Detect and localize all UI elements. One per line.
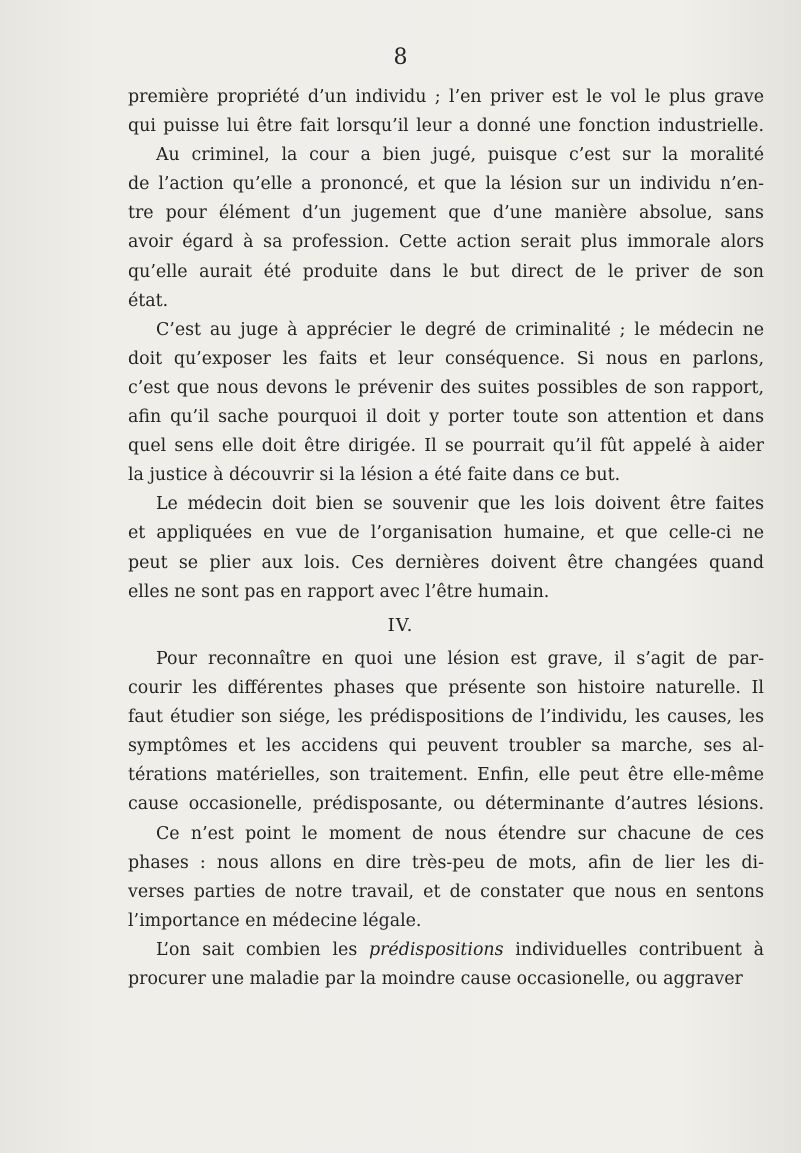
text-line: symptômes et les accidens qui peuvent troubler sa marche, ses al- [128, 736, 764, 757]
text-line: elles ne sont pas en rapport avec l’être humain. [128, 581, 550, 602]
page-number: 8 [393, 45, 408, 70]
text-line: avoir égard à sa profession. Cette action serait plus immorale alors [128, 232, 764, 253]
text-line: et appliquées en vue de l’organisation humaine, et que celle-ci ne [128, 523, 764, 544]
text-line: térations matérielles, son traitement. Enfin, elle peut être elle-même [128, 765, 764, 786]
text-line: Le médecin doit bien se souvenir que les lois doivent être faites [156, 494, 764, 515]
text-line: qui puisse lui être fait lorsqu’il leur a donné une fonction industrielle. [128, 116, 764, 137]
text-line: tre pour élément d’un jugement que d’une manière absolue, sans [128, 203, 764, 224]
text-line: C’est au juge à apprécier le degré de criminalité ; le médecin ne [156, 319, 764, 340]
text-line: afin qu’il sache pourquoi il doit y porter toute son attention et dans [128, 407, 764, 428]
text-line: courir les différentes phases que présente son histoire naturelle. Il [128, 678, 764, 699]
text-line: Pour reconnaître en quoi une lésion est grave, il s’agit de par- [156, 649, 764, 669]
text-line: la justice à découvrir si la lésion a été faite dans ce but. [128, 465, 621, 486]
text-fragment: individuelles contribuent à [503, 939, 764, 960]
text-line-emphasis [128, 936, 764, 965]
text-line: quel sens elle doit être dirigée. Il se pourrait qu’il fût appelé à aider [128, 436, 764, 457]
text-line: phases : nous allons en dire très-peu de mots, afin de lier les di- [128, 852, 764, 873]
text-line: cause occasionelle, prédisposante, ou déterminante d’autres lésions. [128, 794, 764, 815]
text-line: faut étudier son siége, les prédispositions de l’individu, les causes, les [128, 707, 764, 728]
text-line: qu’elle aurait été produite dans le but direct de le priver de son [128, 261, 764, 282]
text-line: état. [128, 290, 169, 311]
text-block-top [128, 83, 764, 607]
text-line: c’est que nous devons le prévenir des suites possibles de son rapport, [128, 377, 764, 398]
text-line: verses parties de notre travail, et de constater que nous en sentons [128, 881, 764, 902]
text-line: peut se plier aux lois. Ces dernières doivent être changées quand [128, 552, 764, 573]
emphasis-word: prédispositions [368, 939, 504, 960]
text-line: de l’action qu’elle a prononcé, et que la lésion sur un individu n’en- [128, 174, 764, 195]
section-heading: IV. [387, 615, 414, 636]
text-line: première propriété d’un individu ; l’en priver est le vol le plus grave [128, 87, 764, 107]
text-fragment: L’on sait combien les [156, 939, 369, 960]
text-line: procurer une maladie par la moindre cause occasionelle, ou aggraver [128, 969, 743, 990]
text-line: Ce n’est point le moment de nous étendre sur chacune de ces [156, 823, 764, 844]
text-line: Au criminel, la cour a bien jugé, puisque c’est sur la moralité [156, 145, 764, 166]
text-line: l’importance en médecine légale. [128, 910, 422, 931]
text-line: doit qu’exposer les faits et leur conséquence. Si nous en parlons, [128, 348, 764, 369]
text-block-bottom [128, 645, 764, 994]
